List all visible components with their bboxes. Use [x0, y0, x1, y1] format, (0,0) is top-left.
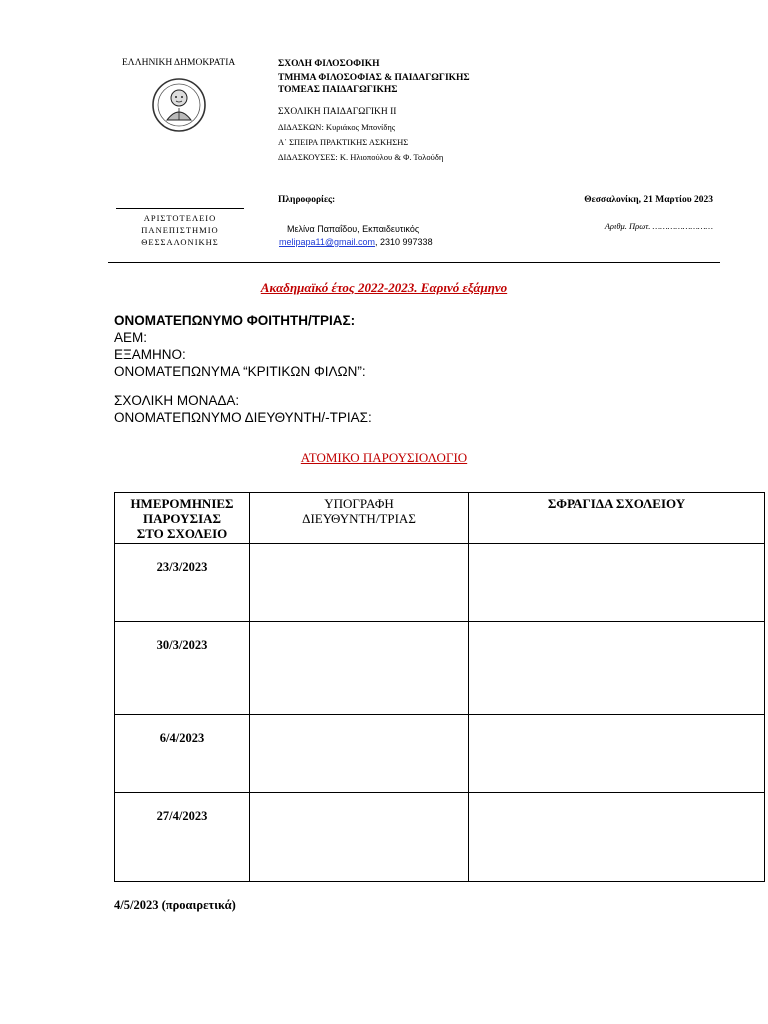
header-stamp — [469, 493, 765, 544]
info-label: Πληροφορίες: — [278, 195, 336, 205]
contact-name: Μελίνα Παπαΐδου, Εκπαιδευτικός — [287, 224, 420, 234]
teachers-label: ΔΙΔΑΣΚΟΥΣΕΣ: Κ. Ηλιοπούλου & Φ. Τολούδη — [278, 152, 444, 162]
header-signature-line-2: ΔΙΕΥΘΥΝΤΗ/ΤΡΙΑΣ — [302, 511, 416, 526]
stamp-cell[interactable] — [469, 793, 765, 882]
header-dates-line-3: ΣΤΟ ΣΧΟΛΕΙΟ — [136, 526, 228, 541]
university-name — [112, 212, 248, 248]
instructor-label: ΔΙΔΑΣΚΩΝ: Κυριάκος Μπονίδης — [278, 122, 396, 132]
republic-label: ΕΛΛΗΝΙΚΗ ΔΗΜΟΚΡΑΤΙΑ — [122, 58, 236, 68]
date-cell: 6/4/2023 — [115, 715, 250, 793]
header-stamp-line-1: ΣΦΡΑΓΙΔΑ ΣΧΟΛΕΙΟΥ — [547, 496, 686, 511]
header-dates-line-1: ΗΜΕΡΟΜΗΝΙΕΣ — [130, 496, 234, 511]
practice-label: Α΄ ΣΠΕΙΡΑ ΠΡΑΚΤΙΚΗΣ ΑΣΚΗΣΗΣ — [278, 137, 409, 147]
date-cell: 27/4/2023 — [115, 793, 250, 882]
place-date: Θεσσαλονίκη, 21 Μαρτίου 2023 — [584, 195, 713, 205]
director-name-field: ΟΝΟΜΑΤΕΠΩΝΥΜΟ ΔΙΕΥΘΥΝΤΗ/-ΤΡΙΑΣ: — [114, 410, 372, 425]
university-seal-icon — [152, 78, 206, 132]
student-fields — [114, 312, 714, 426]
header-dates-line-2: ΠΑΡΟΥΣΙΑΣ — [142, 511, 222, 526]
aem-field: ΑΕΜ: — [114, 330, 148, 345]
signature-cell[interactable] — [250, 622, 469, 715]
contact-email-link[interactable]: melipapa11@gmail.com — [279, 237, 376, 247]
stamp-cell[interactable] — [469, 622, 765, 715]
stamp-cell[interactable] — [469, 715, 765, 793]
institution-block — [278, 58, 578, 163]
contact-phone: , 2310 997338 — [375, 237, 433, 247]
attendance-table — [114, 492, 765, 882]
table-row — [115, 715, 765, 793]
signature-cell[interactable] — [250, 793, 469, 882]
university-line-2: ΠΑΝΕΠΙΣΤΗΜΙΟ — [141, 225, 219, 235]
department-label: ΤΜΗΜΑ ΦΙΛΟΣΟΦΙΑΣ & ΠΑΙΔΑΓΩΓΙΚΗΣ — [278, 73, 470, 83]
date-cell: 23/3/2023 — [115, 544, 250, 622]
university-line-1: ΑΡΙΣΤΟΤΕΛΕΙΟ — [143, 213, 217, 223]
header-dates — [115, 493, 250, 544]
header-divider — [108, 262, 720, 263]
table-header-row — [115, 493, 765, 544]
header-signature — [250, 493, 469, 544]
school-label: ΣΧΟΛΗ ΦΙΛΟΣΟΦΙΚΗ — [278, 59, 380, 69]
university-divider — [116, 208, 244, 209]
header-signature-line-1: ΥΠΟΓΡΑΦΗ — [324, 496, 394, 511]
course-label: ΣΧΟΛΙΚΗ ΠΑΙΔΑΓΩΓΙΚΗ ΙΙ — [278, 107, 397, 117]
table-row — [115, 793, 765, 882]
signature-cell[interactable] — [250, 544, 469, 622]
student-name-field: ΟΝΟΜΑΤΕΠΩΝΥΜΟ ΦΟΙΤΗΤΗ/ΤΡΙΑΣ: — [114, 313, 356, 328]
stamp-cell[interactable] — [469, 544, 765, 622]
school-unit-field: ΣΧΟΛΙΚΗ ΜΟΝΑΔΑ: — [114, 393, 240, 408]
university-line-3: ΘΕΣΣΑΛΟΝΙΚΗΣ — [141, 237, 219, 247]
contact-line — [279, 237, 433, 247]
optional-date: 4/5/2023 (προαιρετικά) — [114, 898, 236, 912]
critical-friends-field: ΟΝΟΜΑΤΕΠΩΝΥΜΑ “ΚΡΙΤΙΚΩΝ ΦΙΛΩΝ”: — [114, 364, 366, 379]
date-cell: 30/3/2023 — [115, 622, 250, 715]
document-title: ΑΤΟΜΙΚΟ ΠΑΡΟΥΣΙΟΛΟΓΙΟ — [300, 450, 468, 465]
protocol-number: Αριθμ. Πρωτ. …………………… — [604, 221, 713, 231]
signature-cell[interactable] — [250, 715, 469, 793]
table-row — [115, 622, 765, 715]
table-row — [115, 544, 765, 622]
semester-field: ΕΞΑΜΗΝΟ: — [114, 347, 186, 362]
sector-label: ΤΟΜΕΑΣ ΠΑΙΔΑΓΩΓΙΚΗΣ — [278, 85, 398, 95]
academic-year: Ακαδημαϊκό έτος 2022-2023. Εαρινό εξάμηνο — [260, 280, 508, 295]
